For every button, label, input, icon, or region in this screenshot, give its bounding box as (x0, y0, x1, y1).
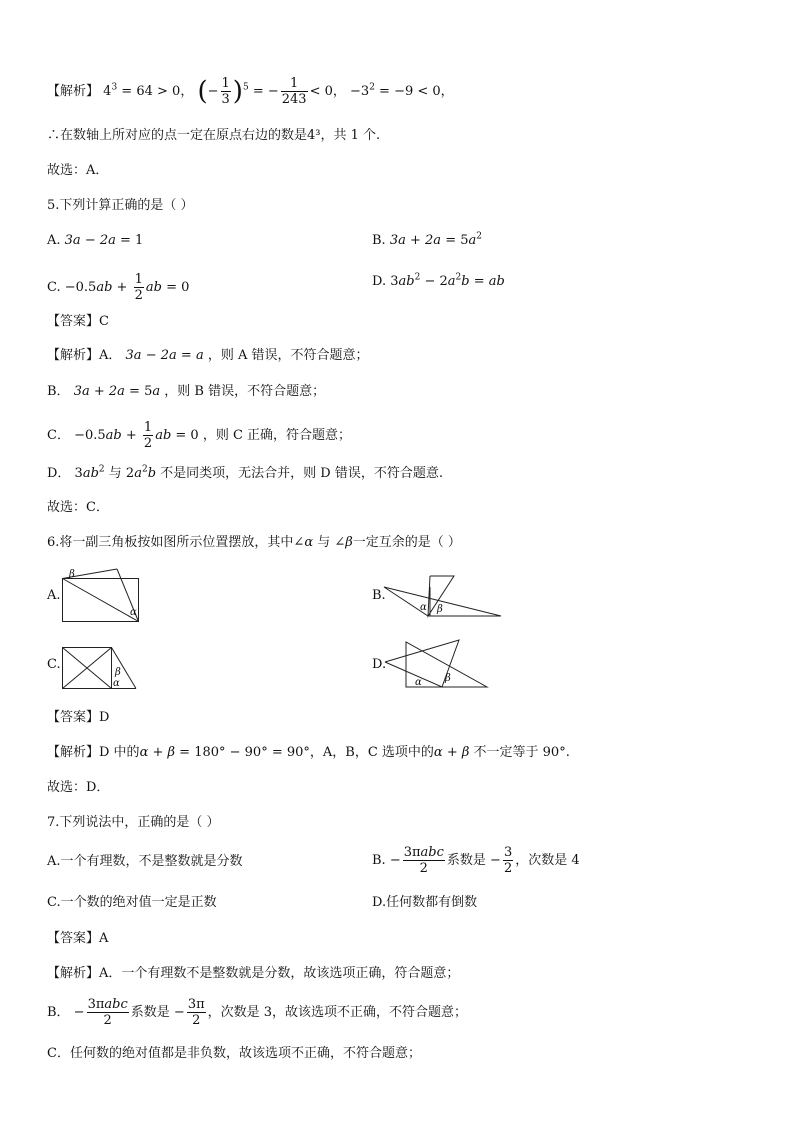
q5-analysis-a: 【解析】A． 3a − 2a = a ，则 A 错误，不符合题意； (47, 348, 369, 363)
q7-option-b: B. − $\frac{\text{3πabc}}{2}$ 系数是 − $\frac{3}{2}$ ，次数是 4 (372, 845, 580, 876)
q4-conclusion: ∴在数轴上所对应的点一定在原点右边的数是4³，共 1 个. (47, 128, 381, 143)
fig-b-alpha: α (420, 602, 427, 613)
q6-analysis: 【解析】D 中的α + β = 180° − 90° = 90°，A，B，C 选项中的α + β 不一定等于 90°. (47, 745, 570, 760)
figure-a (60, 565, 145, 625)
figure-b (384, 572, 504, 620)
q7-option-d: D.任何数都有倒数 (372, 895, 478, 910)
q5-option-a: A. 3a − 2a = 1 (47, 233, 144, 248)
q5-option-b: B. $3a + 2a = 5a^2$ (372, 231, 482, 248)
q5-option-d: D. $3ab^2 - 2a^2b$ = ab (372, 272, 505, 289)
q5-analysis-d: D． $3ab^2$ 与 $2a^2b$ 不是同类项，无法合并，则 D 错误，不符合题意. (47, 464, 443, 481)
q7-analysis-c: C．任何数的绝对值都是非负数，故该选项不正确，不符合题意； (47, 1046, 421, 1061)
fig-c-label: C. (47, 657, 61, 672)
fig-d-beta: β (445, 673, 451, 684)
q5-stem: 5.下列计算正确的是（ ） (47, 198, 194, 213)
q7-analysis-a: 【解析】A．一个有理数不是整数就是分数，故该选项正确，符合题意； (47, 966, 460, 981)
fig-b-beta: β (437, 604, 443, 615)
q5-answer: 【答案】C (47, 314, 109, 329)
q7-stem: 7.下列说法中，正确的是（ ） (47, 815, 220, 830)
q6-choose: 故选：D． (47, 780, 110, 795)
figure-c (60, 645, 140, 691)
q6-stem-line: 6.将一副三角板按如图所示位置摆放，其中∠α 与 ∠β一定互余的是（ ） (47, 535, 461, 550)
fig-a-beta: β (69, 569, 75, 580)
fig-a-label: A. (47, 588, 61, 603)
q6-stem-end: 一定互余的是（ ） (352, 535, 461, 550)
analysis-tag: 【解析】 (47, 84, 100, 99)
fig-d-alpha: α (415, 677, 422, 688)
fig-d-label: D. (372, 657, 387, 672)
q4-choose: 故选：A． (47, 163, 109, 178)
fig-c-alpha: α (113, 678, 120, 689)
fig-a-alpha: α (130, 607, 137, 618)
q5-analysis-c: C． −0.5ab + $\frac{1}{2}$ ab = 0 ，则 C 正确，符合题意； (47, 420, 352, 451)
figure-d (385, 637, 490, 690)
q7-analysis-b: B． − $\frac{\text{3πabc}}{2}$ 系数是 − $\frac{3\pi}{2}$ ，次数是 3，故该选项不正确，不符合题意； (47, 997, 468, 1028)
fig-c-beta: β (115, 667, 121, 678)
q7-option-c: C.一个数的绝对值一定是正数 (47, 895, 217, 910)
fig-b-label: B. (372, 588, 386, 603)
q7-answer: 【答案】A (47, 931, 109, 946)
q6-answer: 【答案】D (47, 710, 110, 725)
q7-option-a: A.一个有理数，不是整数就是分数 (47, 854, 243, 869)
q6-stem: 6.将一副三角板按如图所示位置摆放，其中 (47, 535, 294, 550)
q5-choose: 故选：C． (47, 500, 109, 515)
q4-analysis-line: 【解析】 $4^3 = 64 > 0$， (− $\frac{1}{3}$ )$^5$ = − $\frac{1}{243}$ < 0， $-3^2 = -9 < 0$， (47, 76, 454, 107)
q5-analysis-b: B． 3a + 2a = 5a ，则 B 错误，不符合题意； (47, 384, 326, 399)
q5-option-c: C. −0.5ab + $\frac{1}{2}$ ab = 0 (47, 272, 190, 303)
